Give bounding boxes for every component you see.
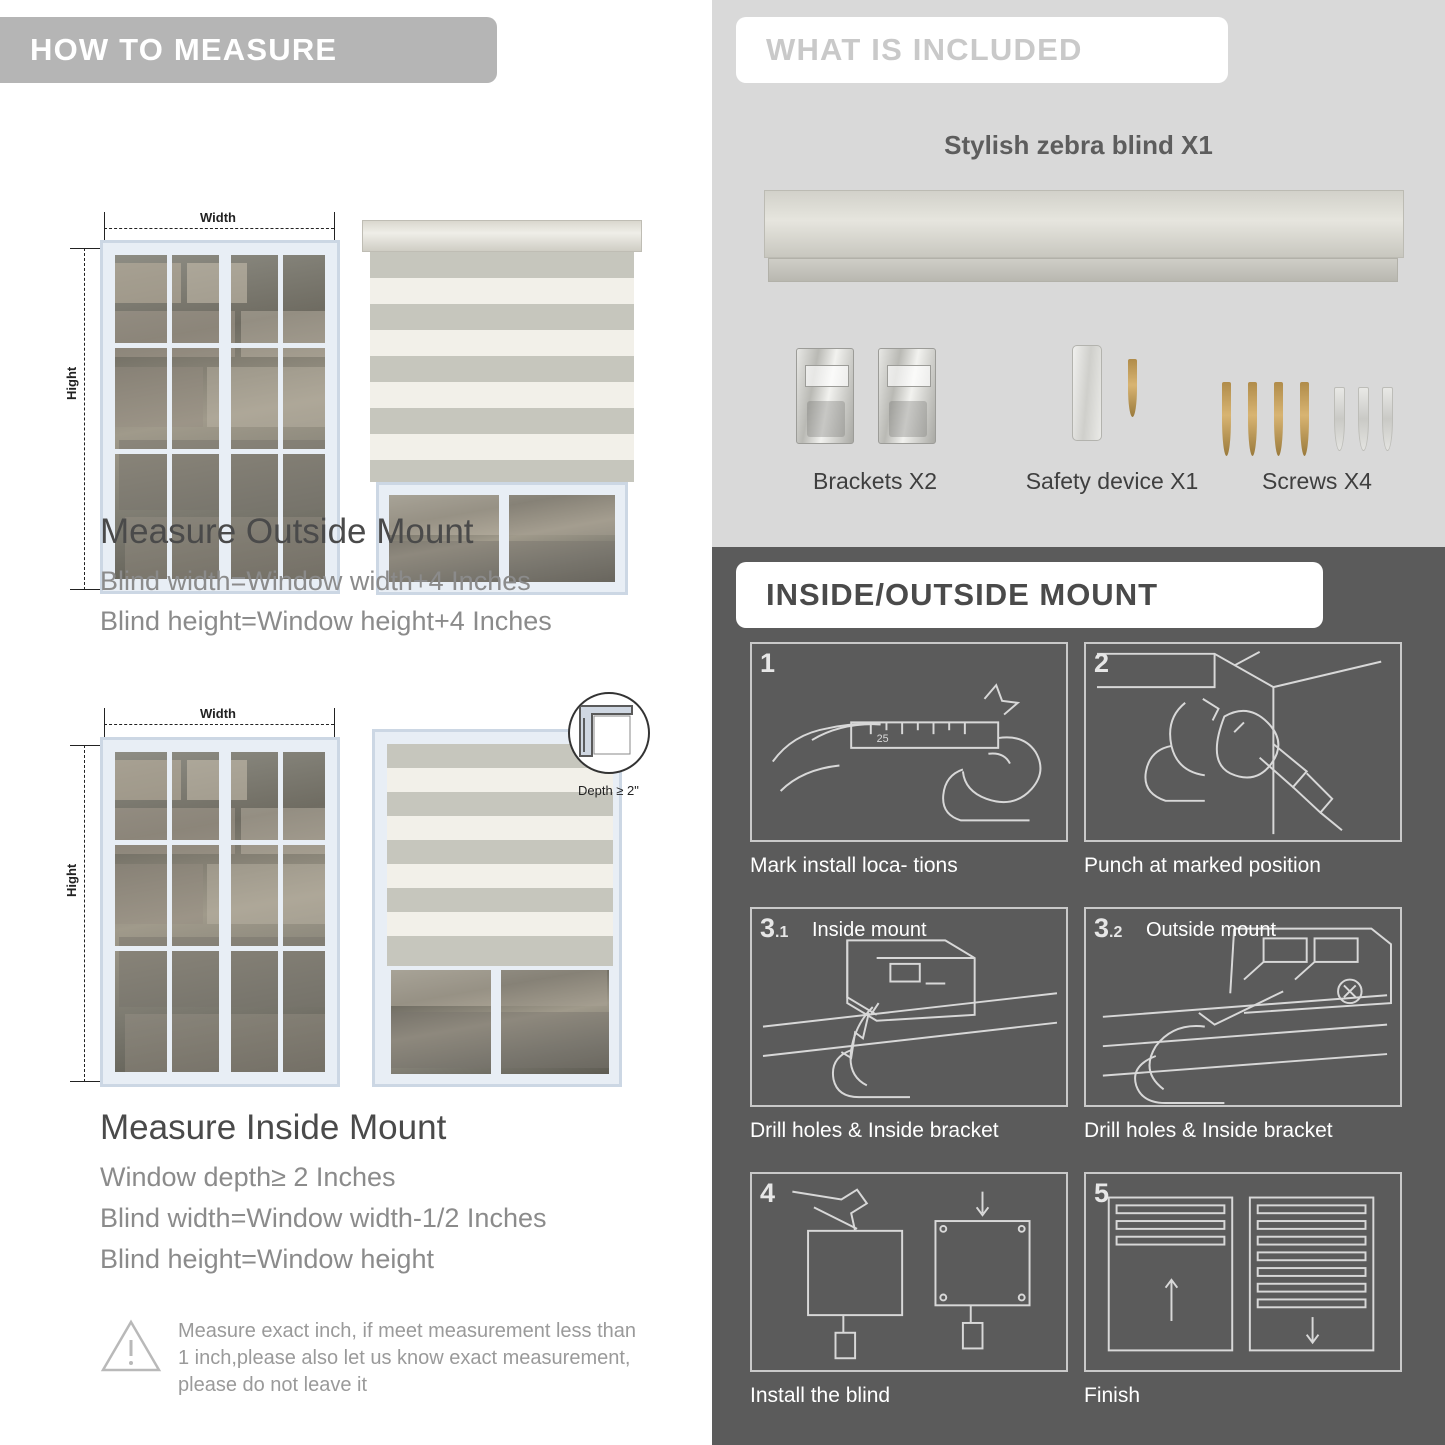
how-to-measure-section — [0, 0, 712, 1445]
window-glass — [391, 970, 609, 1074]
step-5 — [1084, 1172, 1402, 1422]
outside-mount-illustration — [0, 100, 712, 500]
step-3-1-num-text: 3 — [760, 913, 776, 943]
step-1-caption: Mark install loca- tions — [750, 854, 958, 877]
inside-height-arrow — [84, 745, 85, 1082]
screws-label: Screws X4 — [1262, 468, 1372, 494]
inside-mount-heading: Measure Inside Mount — [100, 1108, 447, 1147]
step-4-caption: Install the blind — [750, 1384, 891, 1407]
bracket-icon — [878, 348, 936, 444]
blind-fabric — [387, 744, 613, 966]
tick — [70, 248, 100, 249]
inside-width-label: Width — [200, 706, 236, 721]
step-2-number: 2 — [1094, 648, 1110, 678]
safety-device-icon — [1072, 345, 1102, 441]
screw-icon — [1300, 382, 1309, 456]
outside-mount-line-2: Blind height=Window height+4 Inches — [100, 606, 552, 636]
step-3-2-num-suffix: .2 — [1109, 924, 1123, 941]
svg-text:25: 25 — [876, 733, 889, 745]
how-to-measure-tab: HOW TO MEASURE — [0, 17, 497, 83]
inside-mount-illustration — [0, 697, 712, 1097]
inside-height-label: Hight — [64, 863, 79, 897]
inside-width-arrow — [104, 724, 334, 725]
drill-icon — [1086, 644, 1400, 840]
inside-mount-line-3: Blind height=Window height — [100, 1244, 434, 1274]
included-product-title: Stylish zebra blind X1 — [944, 130, 1213, 160]
depth-label: Depth ≥ 2" — [578, 783, 639, 798]
step-1-number: 1 — [760, 648, 776, 678]
outside-height-arrow — [84, 248, 85, 590]
blind-fabric — [370, 252, 634, 482]
safety-device-label: Safety device X1 — [1025, 468, 1199, 494]
window-depth-detail — [568, 692, 650, 774]
step-2-frame — [1084, 642, 1402, 842]
step-3-1-subtitle: Inside mount — [812, 919, 927, 941]
measure-note — [100, 1318, 640, 1399]
window-glass — [115, 752, 325, 1072]
tick — [104, 708, 105, 740]
step-5-caption: Finish — [1084, 1384, 1141, 1407]
depth-detail-icon — [570, 694, 650, 774]
blind-install-icon — [752, 1174, 1066, 1370]
warning-triangle-icon — [100, 1318, 162, 1374]
bracket-icon — [796, 348, 854, 444]
step-3-2-number — [1094, 913, 1122, 944]
brackets-label: Brackets X2 — [813, 468, 937, 494]
window-frame-inside — [100, 737, 340, 1087]
wall-anchor-icon — [1382, 387, 1393, 451]
inside-outside-mount-section — [712, 547, 1445, 1445]
wall-anchor-icon — [1358, 387, 1369, 451]
step-4 — [750, 1172, 1068, 1422]
outside-width-label: Width — [200, 210, 236, 225]
what-is-included-tab: WHAT IS INCLUDED — [736, 17, 1228, 83]
finished-blind-icon — [1086, 1174, 1400, 1370]
step-5-frame — [1084, 1172, 1402, 1372]
tick — [70, 1081, 100, 1082]
step-3-2-caption: Drill holes & Inside bracket — [1084, 1119, 1333, 1142]
outside-mount-heading: Measure Outside Mount — [100, 512, 474, 551]
zebra-blind-product — [764, 190, 1404, 258]
measure-note-text: Measure exact inch, if meet measurement less than 1 inch,please also let us know exact measurement, please do not leave it — [178, 1320, 636, 1396]
what-is-included-section — [712, 0, 1445, 547]
step-2-caption: Punch at marked position — [1084, 854, 1321, 877]
step-3-2-num-text: 3 — [1094, 913, 1110, 943]
step-1 — [750, 642, 1068, 892]
safety-device-group — [1052, 345, 1172, 445]
step-1-frame — [750, 642, 1068, 842]
right-column — [712, 0, 1445, 1445]
screw-icon — [1222, 382, 1231, 456]
screws-group — [1222, 382, 1412, 462]
screw-icon — [1128, 359, 1137, 417]
step-4-frame — [750, 1172, 1068, 1372]
inside-mount-line-1: Window depth≥ 2 Inches — [100, 1162, 396, 1192]
step-3-1-number — [760, 913, 788, 944]
outside-mount-line-1: Blind width=Window width+4 Inches — [100, 566, 531, 596]
step-3-2-subtitle: Outside mount — [1146, 919, 1277, 941]
outside-width-arrow — [104, 228, 334, 229]
inside-mount-line-2: Blind width=Window width-1/2 Inches — [100, 1203, 547, 1233]
outside-height-label: Hight — [64, 366, 79, 400]
step-3-1-num-suffix: .1 — [775, 924, 789, 941]
step-3-2 — [1084, 907, 1402, 1157]
step-3-1 — [750, 907, 1068, 1157]
screw-icon — [1248, 382, 1257, 456]
wall-anchor-icon — [1334, 387, 1345, 451]
inside-outside-mount-tab: INSIDE/OUTSIDE MOUNT — [736, 562, 1323, 628]
step-3-1-caption: Drill holes & Inside bracket — [750, 1119, 999, 1142]
hand-tape-measure-icon — [752, 644, 1066, 840]
tick — [70, 745, 100, 746]
step-5-number: 5 — [1094, 1178, 1110, 1208]
tick — [334, 708, 335, 740]
step-4-number: 4 — [760, 1178, 776, 1208]
tick — [70, 589, 100, 590]
blind-headrail — [362, 220, 642, 252]
zebra-blind-bottom-rail — [768, 258, 1398, 282]
screw-icon — [1274, 382, 1283, 456]
brackets-group — [790, 348, 960, 448]
step-2 — [1084, 642, 1402, 892]
